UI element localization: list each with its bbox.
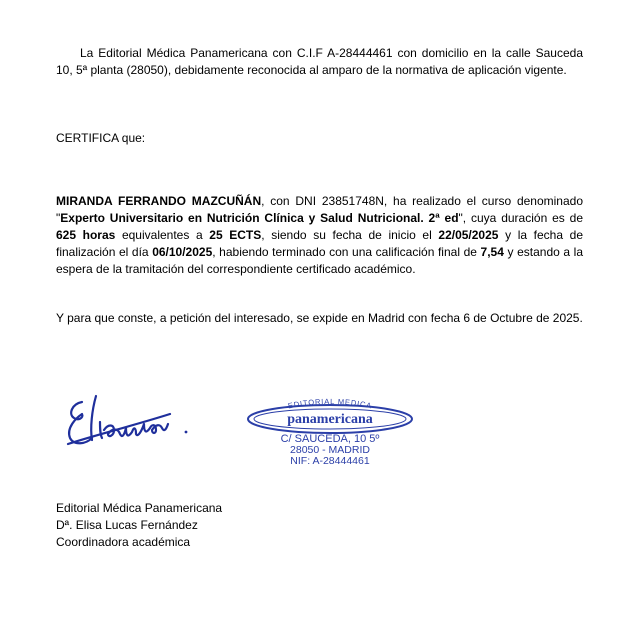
signatory-organization: Editorial Médica Panamericana [56,501,223,515]
course-hours: 625 horas [56,228,116,242]
signatory-block [56,500,222,551]
signatory-role: Coordinadora académica [56,535,191,549]
certifica-heading: CERTIFICA que: [56,131,146,145]
start-date: 22/05/2025 [438,228,499,242]
course-name: Experto Universitario en Nutrición Clínica y Salud Nutricional. 2ª ed [60,211,459,225]
stamp-brand-text: panamericana [287,412,373,427]
stamp-nif-line: NIF: A-28444461 [290,455,370,467]
editorial-stamp [244,397,416,467]
stamp-top-text: EDITORIAL MEDICA [287,397,373,411]
final-grade: 7,54 [480,245,504,259]
stamp-address-line: C/ SAUCEDA, 10 5º [280,433,380,445]
student-name: MIRANDA FERRANDO MAZCUÑÁN [56,194,262,208]
handwritten-signature [62,388,202,460]
stamp-city-line: 28050 - MADRID [290,444,370,456]
signatory-name: Dª. Elisa Lucas Fernández [56,518,198,532]
end-date: 06/10/2025 [152,245,213,259]
intro-paragraph: La Editorial Médica Panamericana con C.I.F A-28444461 con domicilio en la calle Sauceda 10, 5ª planta (28050), debidamente reconocida al amparo de la normativa de aplicación vigente. [56,46,583,77]
course-ects: 25 ECTS [209,228,262,242]
closing-paragraph: Y para que conste, a petición del interesado, se expide en Madrid con fecha 6 de Octubre de 2025. [56,311,583,325]
certificate-body-paragraph: MIRANDA FERRANDO MAZCUÑÁN, con DNI 23851748N, ha realizado el curso denominado "Experto Universitario en Nutrición Clínica y Salud Nutricional. 2ª ed", cuya duración es de 625 horas equivalentes a 25 ECTS, siendo su fecha de inicio el 22/05/2025 y la fecha de finalización el día 06/10/2025, habiendo terminado con una calificación final de 7,54 y estando a la espera de la tramitación del correspondiente certificado académico. [56,194,583,276]
